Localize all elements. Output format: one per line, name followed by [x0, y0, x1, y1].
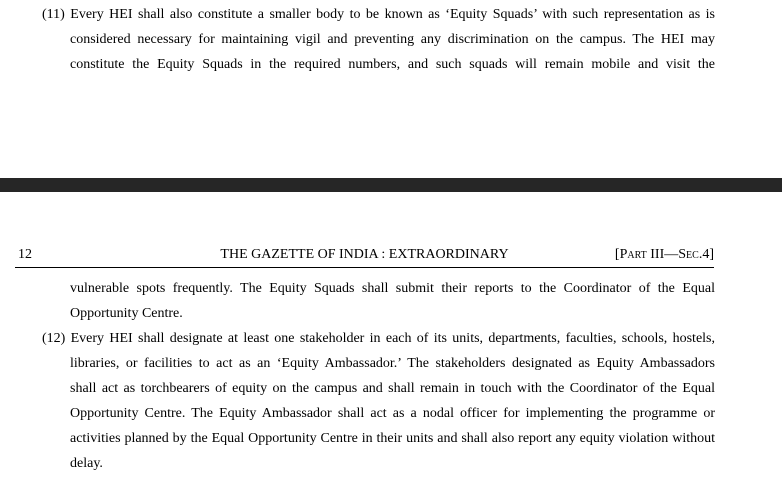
bottom-page — [0, 192, 782, 478]
text-line: activities planned by the Equal Opportunity Centre in their units and shall also report any equity violation without — [70, 431, 715, 446]
text-line: vulnerable spots frequently. The Equity Squads shall submit their reports to the Coordinator of the Equal — [70, 281, 715, 296]
page-number: 12 — [18, 247, 32, 262]
part-prefix: [P — [614, 247, 628, 262]
text-line: constitute the Equity Squads in the required numbers, and such squads will remain mobile and visit the — [70, 57, 715, 72]
top-page-fragment — [0, 0, 782, 178]
text-line: libraries, or facilities to act as an ‘Equity Ambassador.’ The stakeholders designated as Equity Ambassadors — [70, 356, 715, 371]
text-line: (11) Every HEI shall also constitute a smaller body to be known as ‘Equity Squads’ with such representation as is — [42, 7, 715, 22]
paragraph-12 — [42, 326, 715, 476]
text-line: Opportunity Centre. — [70, 306, 183, 321]
text-line: shall act as torchbearers of equity on the campus and shall remain in touch with the Coordinator of the Equal — [70, 381, 715, 396]
text-line: (12) Every HEI shall designate at least one stakeholder in each of its units, departments, faculties, schools, hostels, — [42, 331, 715, 346]
running-header — [15, 244, 714, 268]
part-suffix: .4] — [698, 247, 714, 262]
part-middle: III—S — [646, 247, 687, 262]
paragraph-11-continuation — [70, 276, 715, 326]
text-line: Opportunity Centre. The Equity Ambassador shall act as a nodal officer for implementing the programme or — [70, 406, 715, 421]
text-line: considered necessary for maintaining vigil and preventing any discrimination on the campus. The HEI may — [70, 32, 715, 47]
part-smallcaps-2: ec — [686, 247, 699, 262]
page-divider — [0, 178, 782, 192]
text-line: delay. — [70, 456, 103, 471]
part-section-label — [615, 247, 714, 263]
paragraph-11 — [42, 2, 715, 77]
header-rule — [15, 267, 714, 268]
gazette-title: THE GAZETTE OF INDIA : EXTRAORDINARY — [220, 247, 509, 262]
part-smallcaps-1: art — [627, 247, 647, 262]
